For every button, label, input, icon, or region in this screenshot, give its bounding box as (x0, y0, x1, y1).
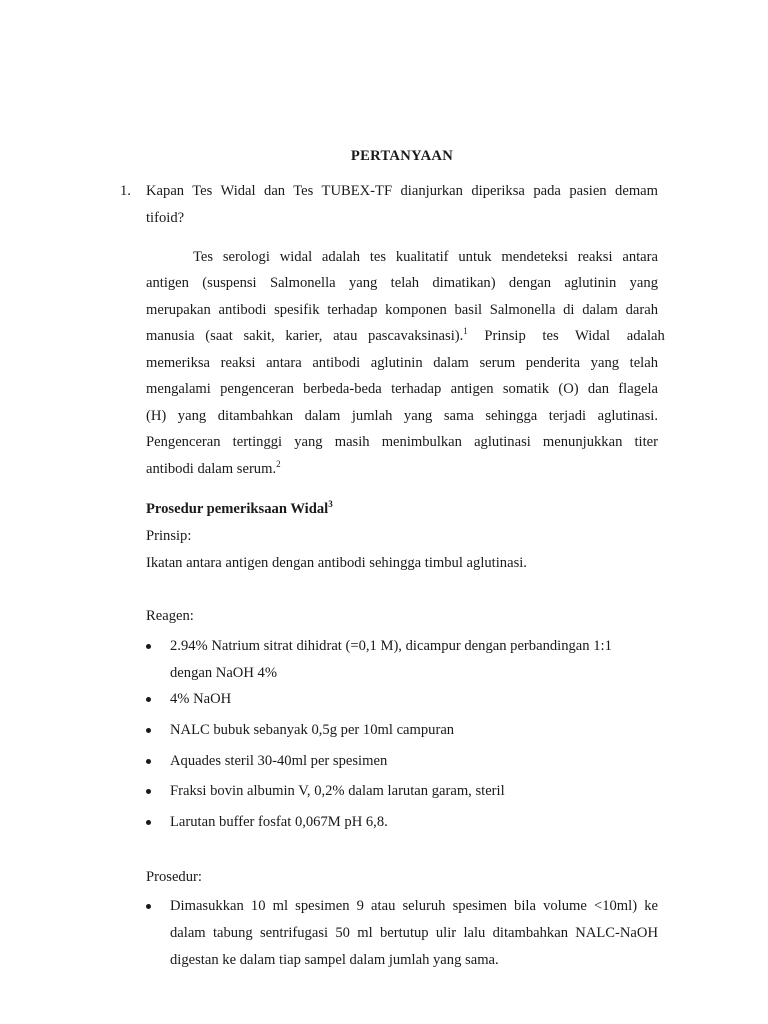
bullet-icon (146, 759, 151, 764)
list-item-line: 4% NaOH (170, 691, 232, 707)
paragraph-line: Pengenceran tertinggi yang masih menimbulkan aglutinasi menunjukkan titer (146, 434, 658, 450)
section-heading (146, 500, 333, 518)
list-item-line: 2.94% Natrium sitrat dihidrat (=0,1 M), dicampur dengan perbandingan 1:1 (170, 638, 612, 654)
paragraph-line: (H) yang ditambahkan dalam jumlah yang sama sehingga terjadi aglutinasi. (146, 408, 658, 424)
footnote-ref-2[interactable]: 2 (276, 459, 281, 469)
paragraph-line (146, 326, 665, 345)
prinsip-text: Ikatan antara antigen dengan antibodi sehingga timbul aglutinasi. (146, 555, 527, 571)
list-item-line: Larutan buffer fosfat 0,067M pH 6,8. (170, 814, 388, 830)
bullet-icon (146, 789, 151, 794)
list-item-line: Dimasukkan 10 ml spesimen 9 atau seluruh spesimen bila volume <10ml) ke (170, 898, 658, 914)
footnote-ref-1[interactable]: 1 (463, 326, 468, 336)
list-item-line: dengan NaOH 4% (170, 665, 277, 681)
list-item-line: NALC bubuk sebanyak 0,5g per 10ml campuran (170, 722, 455, 738)
bullet-icon (146, 728, 151, 733)
paragraph-line-4-text (146, 327, 665, 345)
paragraph-line-4-head: manusia (saat sakit, karier, atau pascavaksinasi). (146, 328, 464, 344)
question-number: 1. (120, 183, 131, 199)
paragraph-line (146, 460, 281, 478)
section-heading-text: Prosedur pemeriksaan Widal (146, 501, 329, 517)
bullet-icon (146, 697, 151, 702)
list-item-line: Fraksi bovin albumin V, 0,2% dalam larutan garam, steril (170, 783, 505, 799)
footnote-ref-3[interactable]: 3 (328, 499, 333, 509)
list-item-line: Aquades steril 30-40ml per spesimen (170, 753, 388, 769)
question-line-2: tifoid? (146, 210, 185, 226)
paragraph-line: antigen (suspensi Salmonella yang telah dimatikan) dengan aglutinin yang (146, 275, 658, 291)
paragraph-line: merupakan antibodi spesifik terhadap komponen basil Salmonella di dalam darah (146, 302, 658, 318)
list-item-line: dalam tabung sentrifugasi 50 ml bertutup ulir lalu ditambahkan NALC-NaOH (170, 925, 658, 941)
list-item-line: digestan ke dalam tiap sampel dalam jumlah yang sama. (170, 952, 499, 968)
prosedur-label: Prosedur: (146, 869, 202, 885)
paragraph-line-9-text: antibodi dalam serum. (146, 461, 277, 477)
paragraph-line: memeriksa reaksi antara antibodi aglutinin dalam serum penderita yang telah (146, 355, 658, 371)
page-title: PERTANYAAN (350, 148, 454, 164)
prinsip-label: Prinsip: (146, 528, 192, 544)
bullet-icon (146, 644, 151, 649)
paragraph-line: mengalami pengenceran berbeda-beda terhadap antigen somatik (O) dan flagela (146, 381, 658, 397)
reagen-label: Reagen: (146, 608, 194, 624)
question-line-1: Kapan Tes Widal dan Tes TUBEX-TF dianjurkan diperiksa pada pasien demam (146, 183, 658, 199)
paragraph-line-4-tail: Prinsip tes Widal adalah (467, 328, 665, 344)
paragraph-line: Tes serologi widal adalah tes kualitatif untuk mendeteksi reaksi antara (193, 249, 658, 265)
bullet-icon (146, 904, 151, 909)
bullet-icon (146, 820, 151, 825)
